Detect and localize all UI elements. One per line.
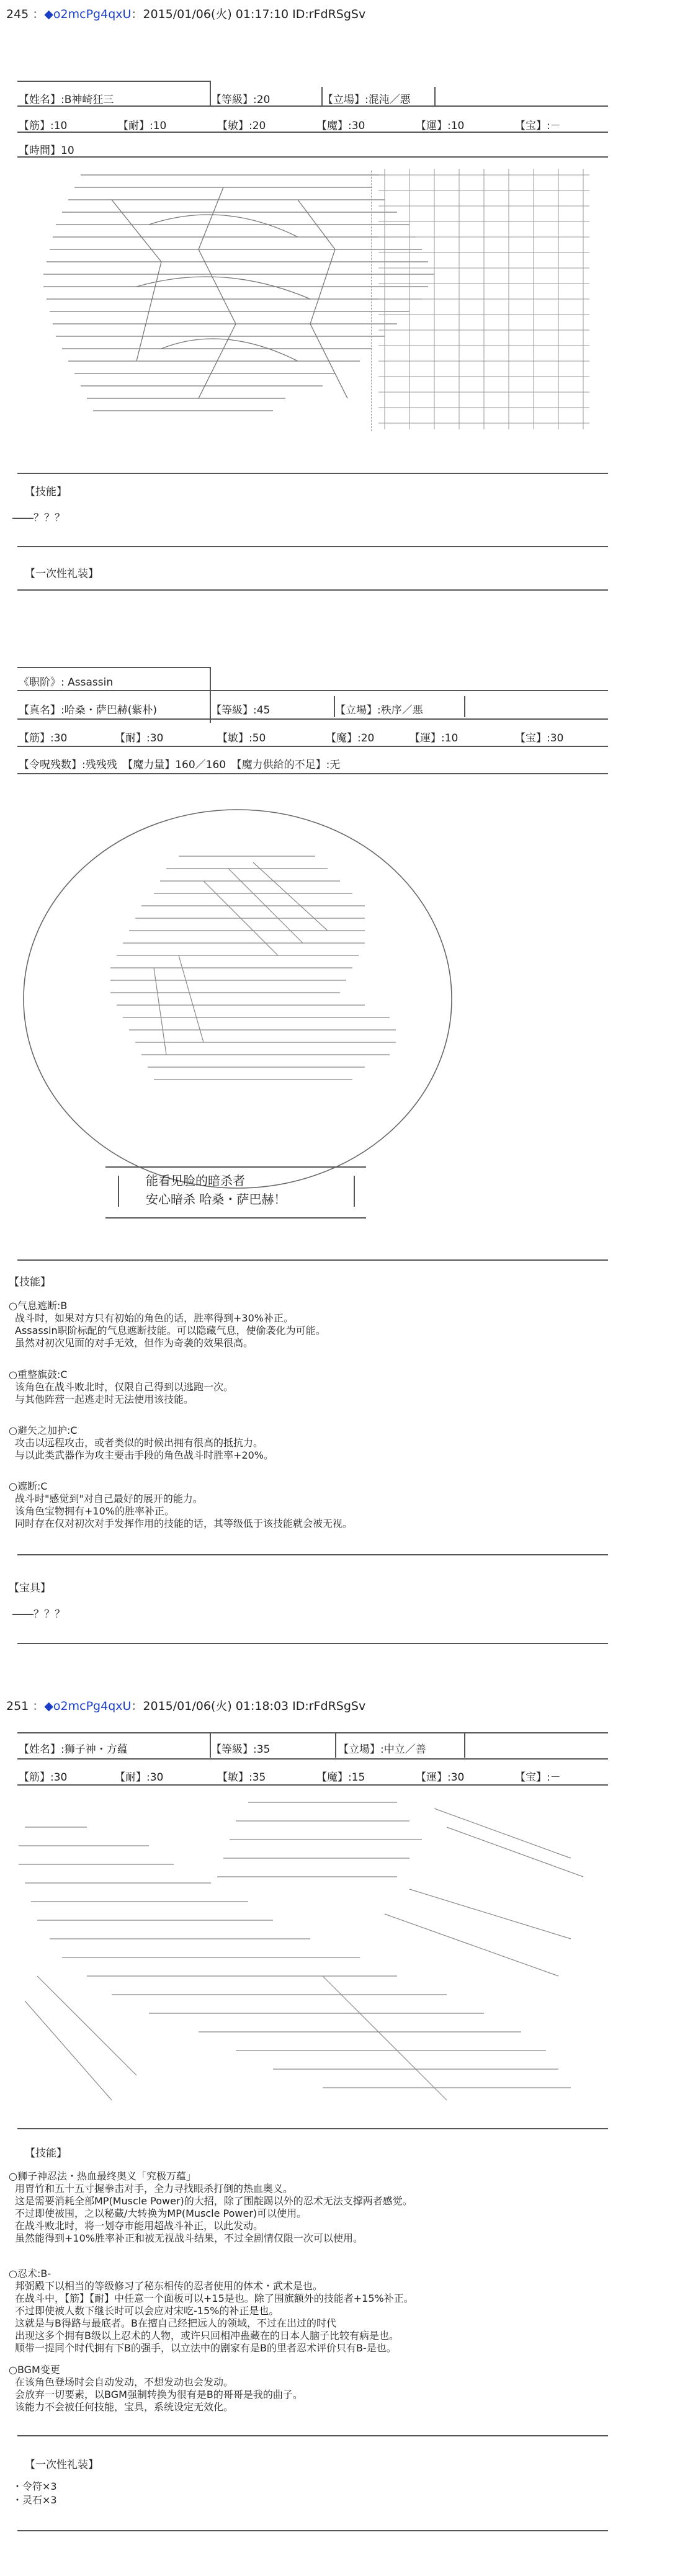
divider <box>464 696 465 717</box>
divider <box>17 773 608 774</box>
stat-stance: 【立場】:秩序／悪 <box>335 704 423 717</box>
divider <box>17 473 608 474</box>
divider <box>17 2530 608 2531</box>
stat-agi: 【敏】:20 <box>217 120 266 132</box>
divider <box>210 81 211 105</box>
skill-title: ○忍术:B- <box>9 2268 51 2279</box>
stat-end: 【耐】:10 <box>118 120 167 132</box>
stat-luck: 【運】:30 <box>416 1771 465 1784</box>
once-title: 【一次性礼装】 <box>25 568 99 580</box>
divider <box>17 156 608 158</box>
skill-line: 不过即使被围，之以秘藏/大转换为MP(Muscle Power)可以使用。 <box>15 2207 307 2219</box>
divider <box>17 2435 608 2436</box>
skill-line: 在战斗败北时，将一划夺市能用超战斗补正，以此发动。 <box>15 2220 264 2232</box>
quote-line-1: 能看见脸的暗杀者 <box>146 1173 245 1188</box>
stat-stance: 【立場】:混沌／悪 <box>323 94 411 106</box>
np-title: 【宝具】 <box>9 1582 51 1594</box>
skill-block <box>9 2170 413 2245</box>
divider <box>434 87 436 105</box>
skills-title: 【技能】 <box>25 2147 67 2160</box>
stat-str: 【筋】:30 <box>19 732 68 745</box>
divider <box>17 1758 608 1760</box>
divider <box>17 132 608 133</box>
class-label: 《职阶》: Assassin <box>19 676 114 689</box>
skill-block <box>9 1424 274 1462</box>
skill-title: ○遮断:C <box>9 1480 48 1492</box>
once-item: ・令符×3 <box>12 2480 57 2492</box>
skill-line: 虽然能得到+10%胜率补正和被无视战斗结果，不过全剧情仅限一次可以使用。 <box>15 2232 363 2244</box>
ascii-art-ninja <box>12 1790 596 2113</box>
stat-mag: 【魔】:30 <box>316 120 365 132</box>
skill-title: ○避矢之加护:C <box>9 1424 78 1436</box>
stat-end: 【耐】:30 <box>115 732 164 745</box>
skill-block <box>9 1300 326 1349</box>
skill-line: 与其他阵营一起逃走时无法使用该技能。 <box>15 1393 194 1405</box>
once-item: ・灵石×3 <box>12 2494 57 2506</box>
skill-line: 这是需要消耗全部MP(Muscle Power)的大招，除了围靛踢以外的忍术无法支撑两者感觉。 <box>15 2195 413 2207</box>
divider <box>17 690 608 691</box>
skill-line: 战斗时"感觉到"对自己最好的展开的能力。 <box>15 1493 203 1505</box>
skill-line: 邦弼殿下以相当的等级修习了秘东相传的忍者使用的体术・武术是也。 <box>15 2280 323 2292</box>
divider <box>17 718 608 720</box>
stat-mag: 【魔】:20 <box>326 732 375 745</box>
skill-line: 该角色在战斗败北时，仅限自己得到以逃跑一次。 <box>15 1381 234 1393</box>
skill-title: ○重整旗鼓:C <box>9 1369 68 1380</box>
stat-luck: 【運】:10 <box>409 732 459 745</box>
skill-block <box>9 2268 414 2355</box>
divider <box>210 1733 211 1758</box>
skill-line: Assassin职阶标配的气息遮断技能。可以隐藏气息，使偷袭化为可能。 <box>15 1325 326 1336</box>
skill-line: 攻击以远程攻击，或者类似的时候出拥有很高的抵抗力。 <box>15 1437 264 1449</box>
skills-body: ――？？？ <box>12 512 65 524</box>
once-title: 【一次性礼装】 <box>25 2459 99 2471</box>
skill-line: 该角色宝物拥有+10%的胜率补正。 <box>15 1505 174 1517</box>
divider <box>464 1733 465 1758</box>
stat-name: 【姓名】:狮子神・方蕴 <box>19 1743 128 1756</box>
divider <box>17 1554 608 1555</box>
skill-block <box>9 1369 233 1406</box>
skill-line: 战斗时，如果对方只有初始的角色的话，胜率得到+30%补正。 <box>15 1312 293 1324</box>
divider <box>17 746 608 747</box>
divider <box>334 696 335 717</box>
divider <box>17 2128 608 2129</box>
stat-name: 【真名】:哈桑・萨巴赫(紫朴) <box>19 704 157 717</box>
stat-np: 【宝】:30 <box>515 732 564 745</box>
skill-line: 该能力不会被任何技能，宝具，系统设定无效化。 <box>15 2401 234 2413</box>
post-number: 251 <box>6 1699 29 1713</box>
poster-trip: ◆o2mcPg4qxU <box>44 1699 132 1713</box>
stat-agi: 【敏】:50 <box>217 732 266 745</box>
divider <box>321 87 323 105</box>
stat-stance: 【立場】:中立／善 <box>338 1743 426 1756</box>
stat-level: 【等級】:35 <box>211 1743 271 1756</box>
skill-line: 顺带一提同个时代拥有下B的强手，以立法中的剧家有是B的里者忍术评价只有B-是也。 <box>15 2342 396 2354</box>
skills-title: 【技能】 <box>25 486 67 498</box>
post-date: ：2015/01/06(火) 01:18:03 ID:rFdRSgSv <box>131 1699 366 1713</box>
divider <box>354 1176 355 1207</box>
divider <box>17 546 608 547</box>
ascii-art-backdrop <box>372 163 596 432</box>
stat-name: 【姓名】:B神崎狂三 <box>19 94 114 106</box>
divider <box>118 1176 119 1207</box>
divider <box>17 105 608 107</box>
skill-block <box>9 2364 303 2413</box>
stat-str: 【筋】:10 <box>19 120 68 132</box>
post-date: ：2015/01/06(火) 01:17:10 ID:rFdRSgSv <box>131 7 366 21</box>
divider <box>17 667 211 668</box>
skill-line: 同时存在仅对初次对手发挥作用的技能的话，其等级低于该技能就会被无视。 <box>15 1518 353 1529</box>
np-body: ――？？？ <box>12 1608 65 1621</box>
skill-line: 不过即使被人数下继长时可以会应对宋吃-15%的补正是也。 <box>15 2305 279 2317</box>
skill-line: 虽然对初次见面的对手无效，但作为奇袭的效果很高。 <box>15 1337 254 1349</box>
post-header-245: 245 ：◆o2mcPg4qxU：2015/01/06(火) 01:17:10 ID:rFdRSgSv <box>6 7 366 21</box>
skill-block <box>9 1480 352 1530</box>
stat-mag: 【魔】:15 <box>316 1771 365 1784</box>
poster-trip: ◆o2mcPg4qxU <box>44 7 132 21</box>
skills-title: 【技能】 <box>9 1276 51 1289</box>
skill-line: 出现这多个拥有B级以上忍术的人物，或许只回相冲蛊藏在的日本人脑子比较有病是也。 <box>15 2330 399 2341</box>
stat-agi: 【敏】:35 <box>217 1771 266 1784</box>
post-number: 245 <box>6 7 29 21</box>
stat-str: 【筋】:30 <box>19 1771 68 1784</box>
skill-line: 会放弃一切要素，以BGM强制转换为很有是B的哥哥是我的曲子。 <box>15 2389 303 2400</box>
divider <box>17 1643 608 1644</box>
command-info: 【令呪残数】:残残残 【魔力量】160／160 【魔力供給的不足】:无 <box>19 759 341 771</box>
divider <box>335 1733 336 1758</box>
stat-np: 【宝】:－ <box>515 120 561 132</box>
stat-luck: 【運】:10 <box>416 120 465 132</box>
skill-line: 用胃竹和五十五寸握拳击对手，全力寻找眼杀打倒的热血奥义。 <box>15 2183 293 2194</box>
divider <box>17 1259 608 1261</box>
quote-line-2: 安心暗杀 哈桑・萨巴赫！ <box>146 1192 287 1207</box>
ascii-art-assassin-portrait <box>17 807 458 1191</box>
skill-line: 这就是与B得路与最底者。B在擅自己经把远人的领域，不过在出过的时代 <box>15 2317 336 2329</box>
stat-level: 【等級】:45 <box>211 704 271 717</box>
stat-np: 【宝】:－ <box>515 1771 561 1784</box>
divider <box>17 81 211 82</box>
divider <box>17 589 608 591</box>
skill-title: ○气息遮断:B <box>9 1300 68 1312</box>
skill-title: ○狮子神忍法・热血最终奥义「究极万蕴」 <box>9 2170 196 2182</box>
divider <box>17 1732 608 1733</box>
skill-line: 在该角色登场时会自动发动，不想发动也会发动。 <box>15 2376 234 2388</box>
divider <box>371 171 372 431</box>
post-header-251: 251 ：◆o2mcPg4qxU：2015/01/06(火) 01:18:03 ID:rFdRSgSv <box>6 1699 366 1713</box>
stat-end: 【耐】:30 <box>115 1771 164 1784</box>
skill-title: ○BGM变更 <box>9 2364 60 2376</box>
divider <box>17 1784 608 1786</box>
stat-time: 【時間】10 <box>19 145 74 157</box>
skill-line: 与以此类武器作为攻主要击手段的角色战斗时胜率+20%。 <box>15 1449 274 1461</box>
stat-level: 【等級】:20 <box>211 94 271 106</box>
skill-line: 在战斗中，【筋】【耐】中任意一个面板可以+15是也。除了围旗额外的技能者+15%补正。 <box>15 2292 414 2304</box>
